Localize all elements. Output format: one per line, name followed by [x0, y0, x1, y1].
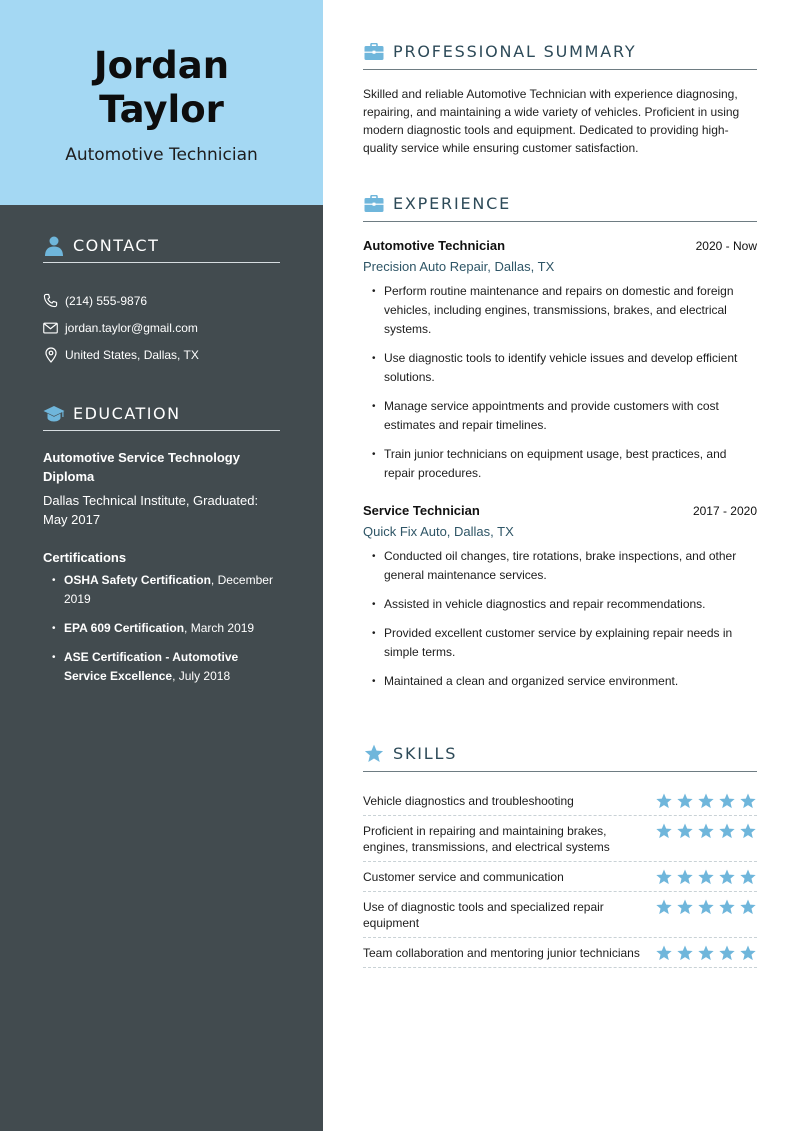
skill-rating: [655, 823, 757, 839]
list-item: • Perform routine maintenance and repairs on domestic and foreign vehicles, including engines, transmissions, brakes, and electrical systems.: [363, 282, 757, 339]
job-entry: [363, 238, 757, 483]
star-icon: [655, 899, 673, 915]
skill-name: Proficient in repairing and maintaining brakes, engines, transmissions, and electrical systems: [363, 824, 610, 854]
job-header: [363, 503, 757, 518]
contact-section: [43, 233, 280, 368]
skill-row: [363, 892, 757, 938]
skill-rating: [655, 793, 757, 809]
briefcase-icon: [363, 41, 385, 63]
email-text: jordan.taylor@gmail.com: [65, 320, 198, 335]
job-title: Automotive Technician: [363, 238, 506, 253]
mail-icon: [43, 320, 58, 335]
school-info: Dallas Technical Institute, Graduated: May 2017: [43, 493, 259, 527]
job-header: [363, 238, 757, 253]
star-icon: [718, 823, 736, 839]
skill-name: Customer service and communication: [363, 870, 564, 884]
list-item: • Provided excellent customer service by explaining repair needs in simple terms.: [363, 624, 757, 662]
first-name: Jordan: [93, 44, 230, 87]
contact-list: [43, 287, 280, 368]
skill-row: [363, 786, 757, 816]
list-item: • Conducted oil changes, tire rotations, brake inspections, and other general maintenance services.: [363, 547, 757, 585]
skill-row: [363, 938, 757, 968]
location-pin-icon: [43, 347, 58, 362]
list-item: [43, 648, 280, 686]
star-icon: [676, 823, 694, 839]
star-icon: [655, 793, 673, 809]
skills-section: [363, 740, 757, 968]
star-icon: [739, 945, 757, 961]
location-text: United States, Dallas, TX: [65, 347, 199, 362]
skill-row: [363, 816, 757, 862]
list-item: • Assisted in vehicle diagnostics and repair recommendations.: [363, 595, 757, 614]
contact-heading: [43, 233, 280, 263]
summary-heading: [363, 38, 757, 70]
star-icon: [676, 899, 694, 915]
cert-date: , July 2018: [172, 669, 231, 683]
cert-name: OSHA Safety Certification: [64, 573, 211, 587]
job-bullets: [363, 282, 757, 483]
cert-date: , December 2019: [64, 573, 273, 606]
star-icon: [718, 899, 736, 915]
skill-rating: [655, 899, 757, 915]
list-item: • Use diagnostic tools to identify vehicle issues and develop efficient solutions.: [363, 349, 757, 387]
star-icon: [718, 869, 736, 885]
list-item: • Manage service appointments and provide customers with cost estimates and repair timelines.: [363, 397, 757, 435]
star-icon: [655, 945, 673, 961]
star-icon: [697, 823, 715, 839]
graduation-cap-icon: [43, 403, 65, 425]
summary-section: [363, 38, 757, 157]
cert-name: EPA 609 Certification: [64, 621, 185, 635]
skill-name: Vehicle diagnostics and troubleshooting: [363, 794, 574, 808]
candidate-name: [0, 0, 323, 132]
experience-heading: [363, 190, 757, 222]
skills-title: SKILLS: [393, 744, 458, 763]
star-icon: [676, 945, 694, 961]
skills-heading: [363, 740, 757, 772]
list-item: • Train junior technicians on equipment usage, best practices, and repair procedures.: [363, 445, 757, 483]
star-icon: [363, 743, 385, 765]
job-title: Service Technician: [363, 503, 480, 518]
certifications-heading: Certifications: [43, 550, 127, 565]
job-role: Automotive Technician: [65, 145, 258, 165]
star-icon: [676, 869, 694, 885]
phone-icon: [43, 293, 58, 308]
star-icon: [739, 869, 757, 885]
list-item: • Maintained a clean and organized service environment.: [363, 672, 757, 691]
skills-list: [363, 786, 757, 968]
job-company: Precision Auto Repair, Dallas, TX: [363, 259, 555, 274]
contact-email[interactable]: [43, 314, 280, 341]
person-icon: [43, 235, 65, 257]
skill-name: Use of diagnostic tools and specialized repair equipment: [363, 900, 604, 930]
contact-location: [43, 341, 280, 368]
contact-phone[interactable]: [43, 287, 280, 314]
experience-section: [363, 190, 757, 701]
education-title: EDUCATION: [73, 404, 181, 423]
certifications-list: [43, 571, 280, 686]
briefcase-icon: [363, 193, 385, 215]
job-company: Quick Fix Auto, Dallas, TX: [363, 524, 514, 539]
cert-name: ASE Certification - Automotive Service Excellence: [64, 650, 239, 683]
list-item: [43, 619, 280, 638]
star-icon: [718, 793, 736, 809]
star-icon: [697, 793, 715, 809]
star-icon: [676, 793, 694, 809]
summary-title: PROFESSIONAL SUMMARY: [393, 42, 637, 61]
skill-rating: [655, 869, 757, 885]
education-section: [43, 401, 280, 696]
name-header: [0, 0, 323, 205]
star-icon: [655, 823, 673, 839]
list-item: [43, 571, 280, 609]
cert-date: , March 2019: [184, 621, 255, 635]
skill-rating: [655, 945, 757, 961]
phone-text: (214) 555-9876: [65, 293, 148, 308]
job-dates: 2017 - 2020: [692, 504, 757, 518]
summary-text: Skilled and reliable Automotive Technician with experience diagnosing, repairing, and maintaining a wide variety of vehicles. Proficient in using modern diagnostic tools and equipment. Dedicated to providing high-quality service while ensuring customer satisfaction.: [363, 87, 740, 155]
job-bullets: [363, 547, 757, 691]
skill-name: Team collaboration and mentoring junior technicians: [363, 946, 640, 960]
experience-title: EXPERIENCE: [393, 194, 512, 213]
star-icon: [739, 823, 757, 839]
job-entry: [363, 503, 757, 691]
star-icon: [739, 899, 757, 915]
last-name: Taylor: [99, 88, 224, 131]
star-icon: [718, 945, 736, 961]
education-heading: [43, 401, 280, 431]
degree-name: Automotive Service Technology Diploma: [43, 450, 240, 484]
star-icon: [697, 899, 715, 915]
skill-row: [363, 862, 757, 892]
star-icon: [697, 869, 715, 885]
star-icon: [655, 869, 673, 885]
star-icon: [697, 945, 715, 961]
star-icon: [739, 793, 757, 809]
contact-title: CONTACT: [73, 236, 160, 255]
job-dates: 2020 - Now: [695, 239, 757, 253]
